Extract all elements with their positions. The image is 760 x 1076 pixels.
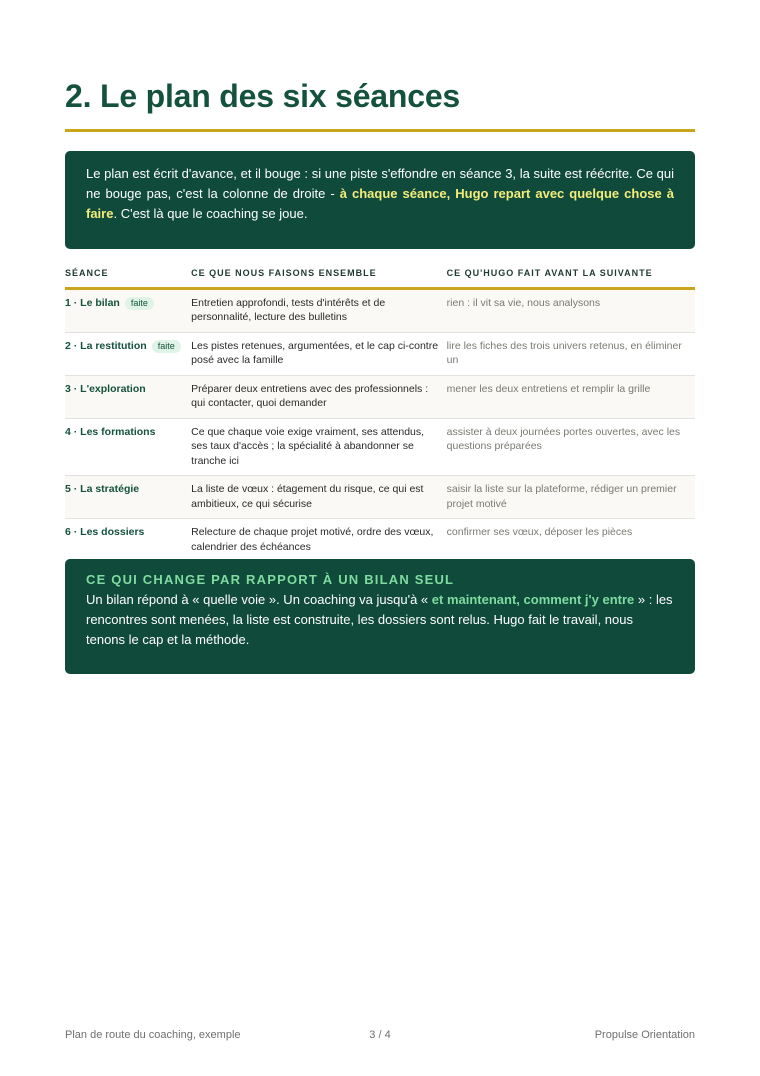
session-name: 5 · La stratégie	[65, 483, 140, 495]
intro-callout	[65, 151, 695, 249]
table-row	[65, 476, 695, 519]
footer-brand: Propulse Orientation	[594, 1029, 695, 1041]
session-homework: mener les deux entretiens et remplir la grille	[447, 375, 695, 418]
session-name: 2 · La restitution	[65, 339, 147, 352]
page-title: 2. Le plan des six séances	[65, 78, 461, 114]
table-row	[65, 332, 695, 375]
session-name: 3 · L'exploration	[65, 382, 146, 395]
change-callout	[65, 559, 695, 674]
header-hugo: CE QU'HUGO FAIT AVANT LA SUIVANTE	[447, 262, 695, 288]
session-name: 1 · Le bilan	[65, 296, 120, 309]
session-together: Préparer deux entretiens avec des professionnels : qui contacter, quoi demander	[191, 375, 447, 418]
change-text-end: » : les rencontres sont menées, la liste est construite, les dossiers sont relus. Hugo fait le travail, nous tenons le cap et la méthode.	[86, 592, 673, 647]
session-together: Entretien approfondi, tests d'intérêts et de personnalité, lecture des bulletins	[191, 288, 447, 332]
header-seance: SÉANCE	[65, 262, 191, 288]
footer-document-name: Plan de route du coaching, exemple	[65, 1029, 241, 1041]
session-homework: rien : il vit sa vie, nous analysons	[447, 288, 695, 332]
title-divider	[65, 129, 695, 132]
session-homework: saisir la liste sur la plateforme, rédiger un premier projet motivé	[447, 476, 695, 519]
session-together: La liste de vœux : étagement du risque, ce qui est ambitieux, ce qui sécurise	[191, 476, 447, 519]
session-together: Les pistes retenues, argumentées, et le cap ci-contre posé avec la famille	[191, 332, 447, 375]
status-badge: faite	[152, 340, 181, 353]
table-header-row	[65, 262, 695, 288]
session-name: 6 · Les dossiers	[65, 526, 145, 538]
session-name: 4 · Les formations	[65, 425, 156, 438]
change-highlight: et maintenant, comment j'y entre	[431, 592, 635, 607]
session-homework: assister à deux journées portes ouvertes, avec les questions préparées	[447, 418, 695, 476]
table-row	[65, 375, 695, 418]
change-paragraph	[86, 590, 674, 650]
change-heading: CE QUI CHANGE PAR RAPPORT À UN BILAN SEUL	[86, 572, 455, 587]
session-homework: lire les fiches des trois univers retenus, en éliminer un	[447, 332, 695, 375]
sessions-table	[65, 262, 695, 562]
session-together: Ce que chaque voie exige vraiment, ses attendus, ses taux d'accès ; la spécialité à abandonner se tranche ici	[191, 418, 447, 476]
session-homework: confirmer ses vœux, déposer les pièces	[447, 519, 695, 562]
intro-text: Le plan est écrit d'avance, et il bouge : si une piste s'effondre en séance 3, la suite est réécrite. Ce qui ne bouge pas, c'est la colonne de droite -	[86, 166, 674, 201]
session-together: Relecture de chaque projet motivé, ordre des vœux, calendrier des échéances	[191, 519, 447, 562]
intro-text-end: . C'est là que le coaching se joue.	[113, 206, 308, 221]
table-row	[65, 288, 695, 332]
change-text: Un bilan répond à « quelle voie ». Un coaching va jusqu'à «	[86, 592, 432, 607]
intro-highlight: à chaque séance, Hugo repart avec quelque chose à faire	[86, 186, 674, 221]
header-ensemble: CE QUE NOUS FAISONS ENSEMBLE	[191, 262, 447, 288]
status-badge: faite	[125, 297, 154, 310]
footer-page-number: 3 / 4	[369, 1029, 391, 1041]
table-row	[65, 418, 695, 476]
table-row	[65, 519, 695, 562]
